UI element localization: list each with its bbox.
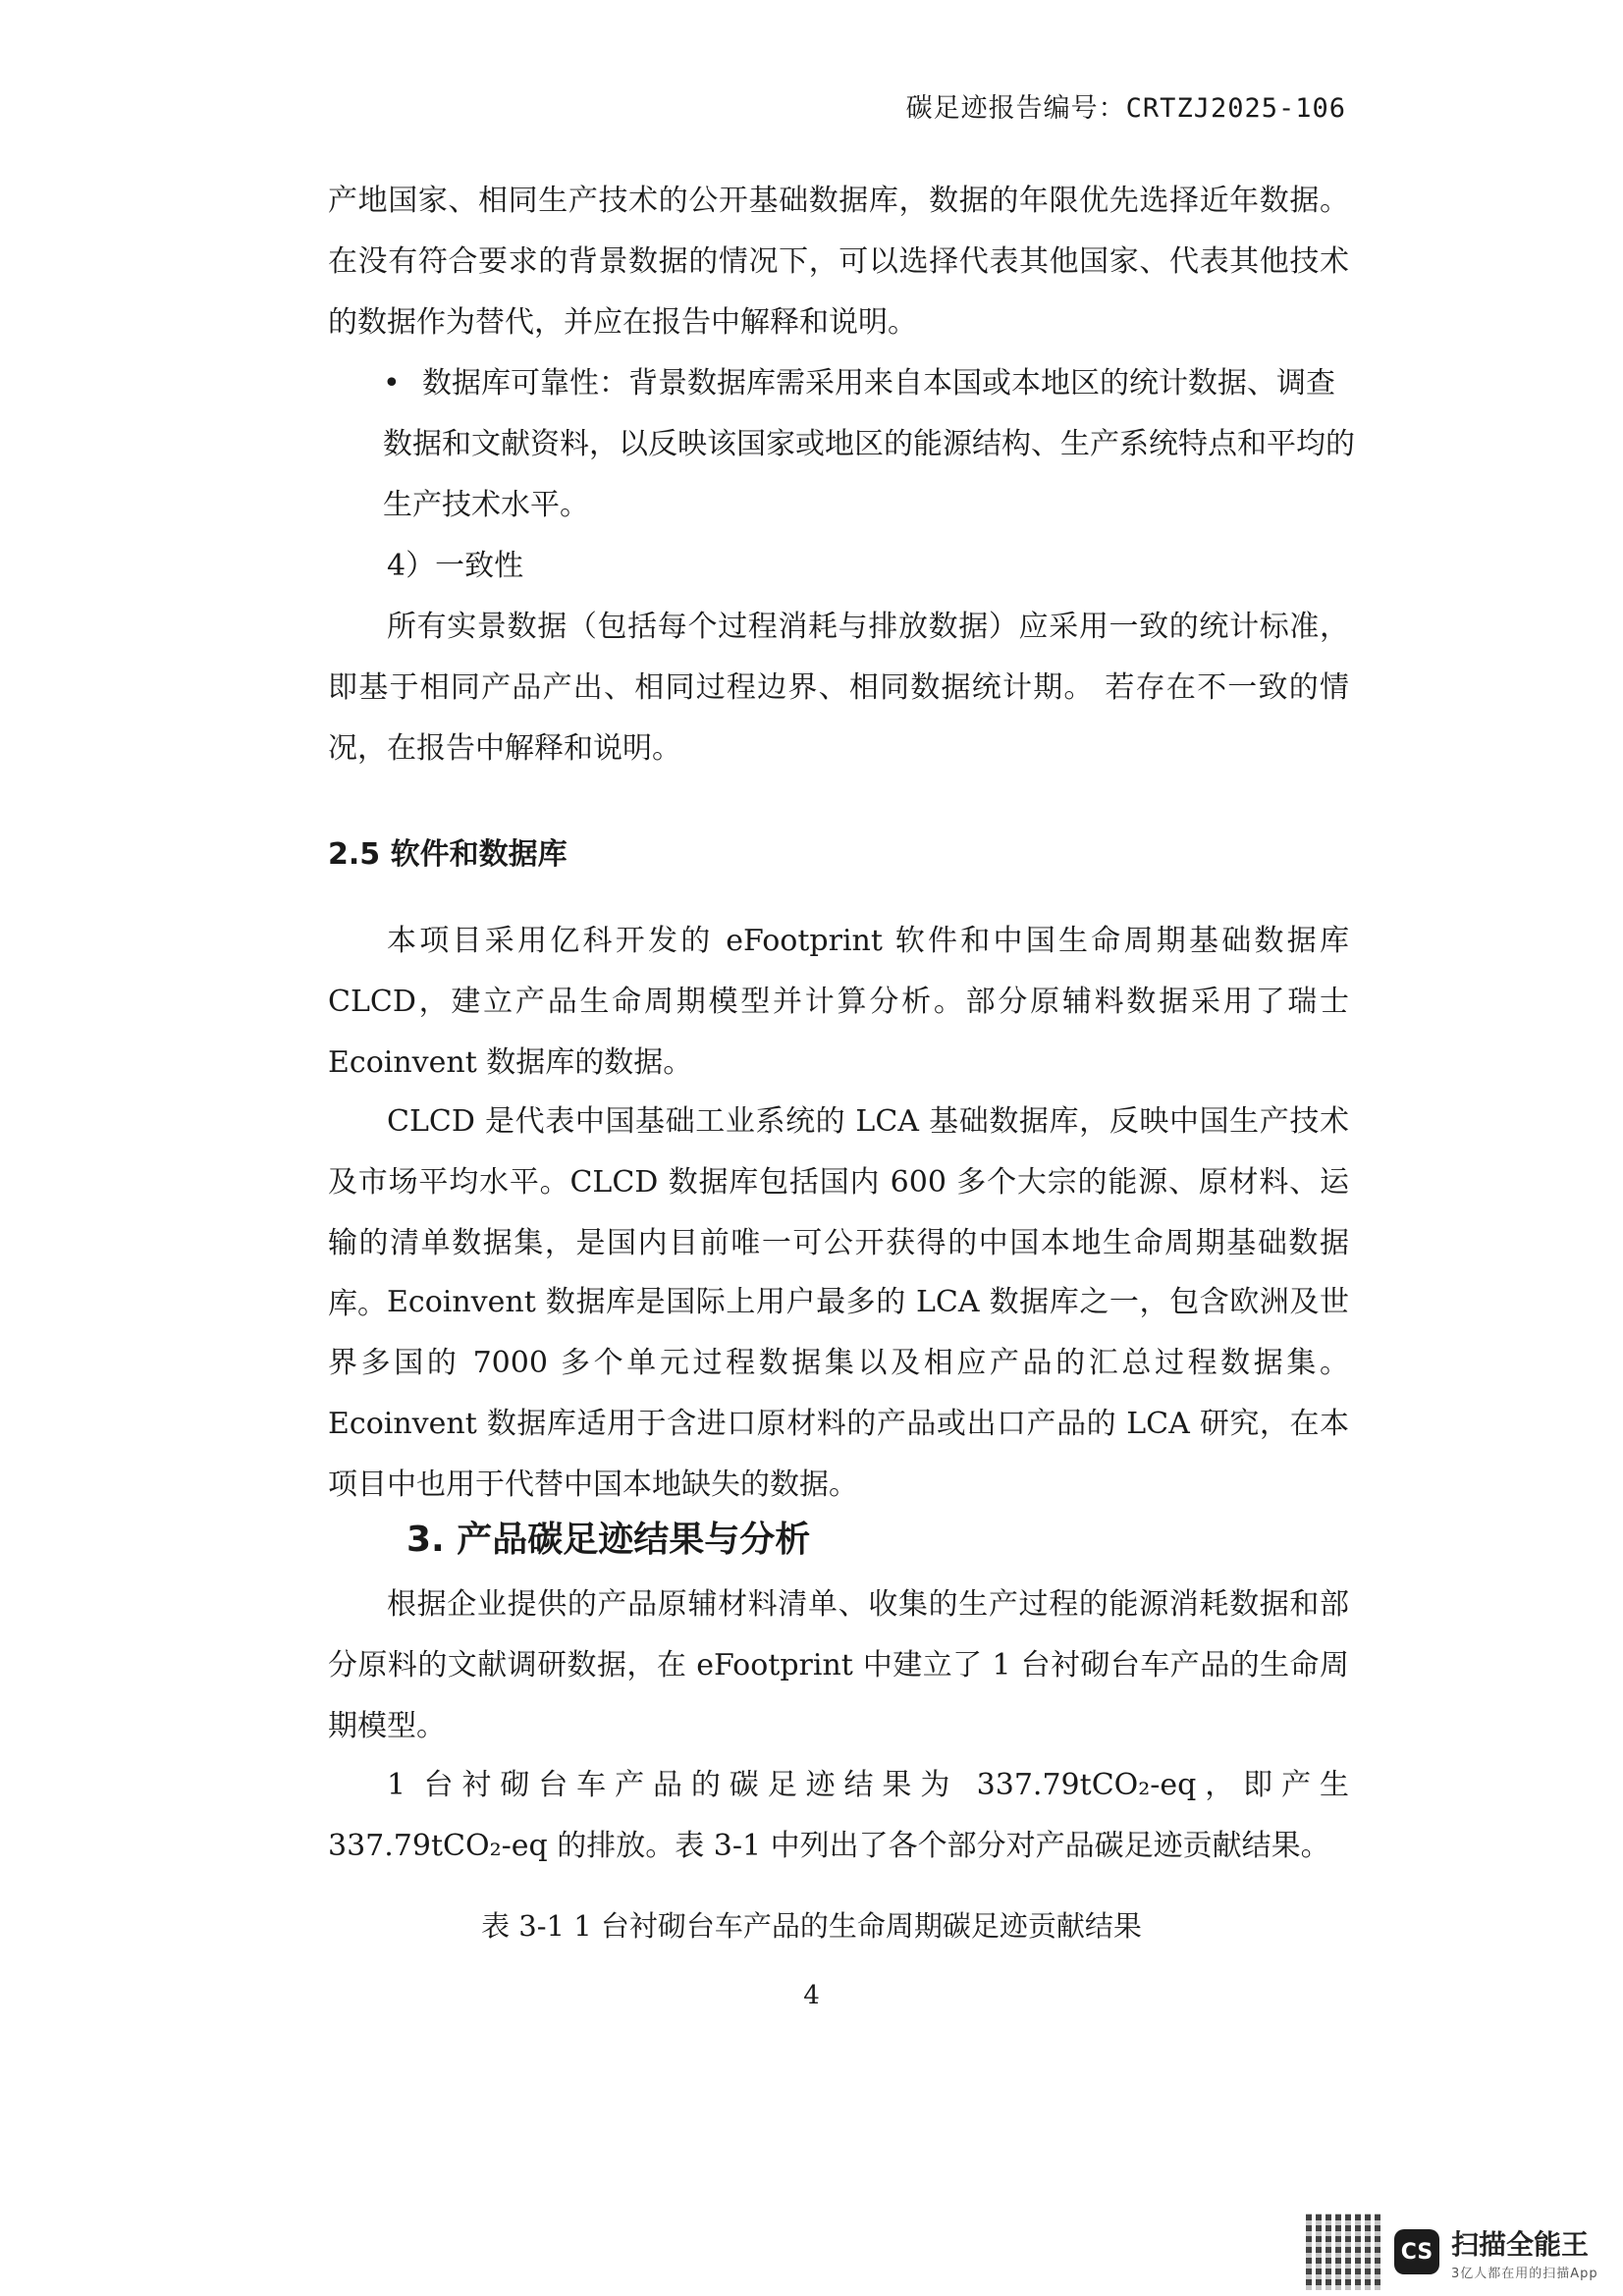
watermark-subtitle: 3亿人都在用的扫描App [1451,2266,1598,2281]
results-summary-paragraph: 1 台衬砌台车产品的碳足迹结果为 337.79tCO₂-eq，即产生 337.79tCO₂-eq 的排放。表 3-1 中列出了各个部分对产品碳足迹贡献结果。 [328,1768,1349,1863]
clcd-paragraph: CLCD 是代表中国基础工业系统的 LCA 基础数据库，反映中国生产技术及市场平均水平。CLCD 数据库包括国内 600 多个大宗的能源、原材料、运输的清单数据集，是国内目前唯一可公开获得的中国本地生命周期基础数据库。 [328,1104,1349,1321]
item4-paragraph: 所有实景数据（包括每个过程消耗与排放数据）应采用一致的统计标准，即基于相同产品产出、相同过程边界、相同数据统计期。 若存在不一致的情况，在报告中解释和说明。 [328,610,1349,766]
bullet-dot: • [383,366,401,400]
bullet-item-database-reliability [383,353,1355,536]
page-number: 4 [803,1981,820,2010]
section-heading-2-5: 2.5 软件和数据库 [328,837,568,872]
results-intro-paragraph: 根据企业提供的产品原辅材料清单、收集的生产过程的能源消耗数据和部分原料的文献调研数据，在 eFootprint 中建立了 1 台衬砌台车产品的生命周期模型。 [328,1587,1349,1743]
qr-code-icon [1306,2214,1382,2290]
camscanner-logo-icon: CS [1394,2229,1439,2274]
item4-title: 4）一致性 [387,549,524,583]
watermark-text [1451,2223,1598,2281]
software-paragraph: 本项目采用亿科开发的 eFootprint 软件和中国生命周期基础数据库 CLCD，建立产品生命周期模型并计算分析。部分原辅料数据采用了瑞士 Ecoinvent 数据库的数据。 [328,924,1349,1080]
section-heading-3: 3. 产品碳足迹结果与分析 [406,1520,811,1560]
ecoinvent-paragraph: Ecoinvent 数据库是国际上用户最多的 LCA 数据库之一，包含欧洲及世界多国的 7000 多个单元过程数据集以及相应产品的汇总过程数据集。Ecoinvent 数据库适用于含进口原材料的产品或出口产品的 LCA 研究，在本项目中也用于代替中国本地缺失的数据。 [328,1285,1349,1502]
table-caption: 表 3-1 1 台衬砌台车产品的生命周期碳足迹贡献结果 [481,1909,1142,1943]
report-number-header: 碳足迹报告编号：CRTZJ2025-106 [905,93,1346,124]
watermark-title: 扫描全能王 [1451,2227,1590,2261]
bullet-text: 数据库可靠性：背景数据库需采用来自本国或本地区的统计数据、调查数据和文献资料，以反映该国家或地区的能源结构、生产系统特点和平均的生产技术水平。 [383,366,1355,522]
scanner-watermark [1306,2214,1598,2290]
intro-paragraph: 产地国家、相同生产技术的公开基础数据库，数据的年限优先选择近年数据。在没有符合要求的背景数据的情况下，可以选择代表其他国家、代表其他技术的数据作为替代，并应在报告中解释和说明。 [328,184,1349,340]
